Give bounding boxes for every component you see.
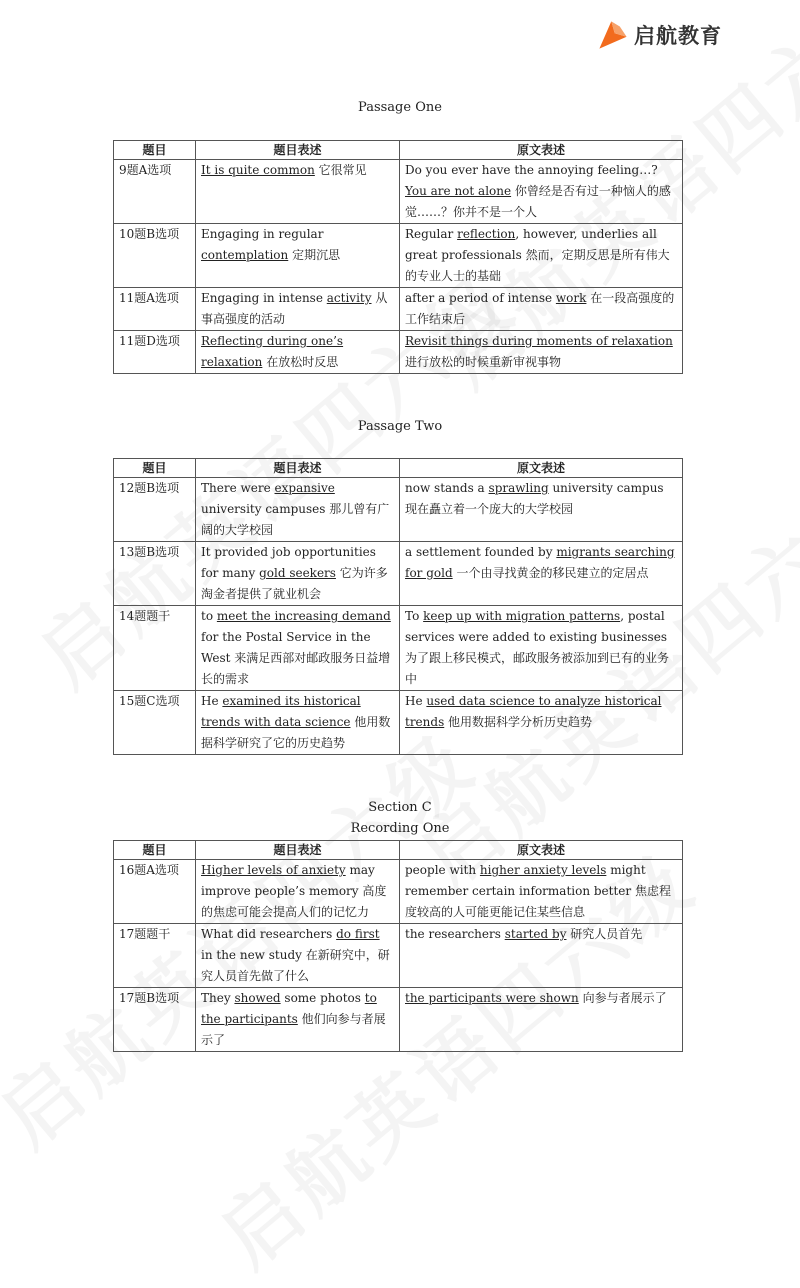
statement-cell xyxy=(196,924,400,988)
statement-cell xyxy=(196,224,400,288)
original-cell xyxy=(400,542,683,606)
original-cell xyxy=(400,988,683,1052)
table-row xyxy=(114,542,683,606)
passage-two-table xyxy=(113,458,683,755)
table-header-row xyxy=(114,841,683,860)
question-cell: 17题题干 xyxy=(114,924,196,988)
underlined-phrase: meet the increasing demand xyxy=(216,609,391,623)
brand-logo-icon xyxy=(596,18,630,52)
brand-logo xyxy=(596,18,722,52)
underlined-phrase: gold seekers xyxy=(259,566,336,580)
table-row xyxy=(114,331,683,374)
text-segment: for the Postal Service in the West 来满足西部对邮政服务日益增长的需求 xyxy=(201,630,391,686)
text-segment: To xyxy=(405,609,424,623)
text-segment: university campuses 那儿曾有广阔的大学校园 xyxy=(201,502,390,537)
statement-cell xyxy=(196,288,400,331)
section-title: Passage Two xyxy=(357,419,443,434)
statement-cell xyxy=(196,606,400,691)
text-segment: 他用数据科学研究了它的历史趋势 xyxy=(201,715,391,750)
brand-name: 启航教育 xyxy=(634,24,722,48)
statement-cell xyxy=(196,691,400,755)
text-segment: some photos xyxy=(280,991,365,1005)
question-cell: 11题D选项 xyxy=(114,331,196,374)
question-cell: 11题A选项 xyxy=(114,288,196,331)
header-question: 题目 xyxy=(114,459,196,478)
text-segment: Regular xyxy=(405,227,458,241)
underlined-phrase: started by xyxy=(504,927,567,941)
original-cell xyxy=(400,478,683,542)
text-segment: now stands a xyxy=(405,481,489,495)
text-segment: 一个由寻找黄金的移民建立的定居点 xyxy=(452,566,649,580)
text-segment: He xyxy=(201,694,223,708)
text-segment: Engaging in regular xyxy=(201,227,324,241)
section-c-table xyxy=(113,840,683,1052)
statement-cell xyxy=(196,331,400,374)
header-question: 题目 xyxy=(114,141,196,160)
original-cell xyxy=(400,691,683,755)
table-row xyxy=(114,478,683,542)
underlined-phrase: to the participants xyxy=(201,991,377,1026)
text-segment: 研究人员首先 xyxy=(566,927,643,941)
text-segment: 从事高强度的活动 xyxy=(201,291,388,326)
text-segment: in the new study 在新研究中，研究人员首先做了什么 xyxy=(201,948,390,983)
underlined-phrase: the participants were shown xyxy=(405,991,579,1005)
question-cell: 9题A选项 xyxy=(114,160,196,224)
underlined-phrase: reflection xyxy=(457,227,516,241)
header-statement: 题目表述 xyxy=(196,459,400,478)
underlined-phrase: do first xyxy=(336,927,380,941)
original-cell xyxy=(400,606,683,691)
original-cell xyxy=(400,160,683,224)
underlined-phrase: migrants searching for gold xyxy=(405,545,675,580)
table-header-row xyxy=(114,141,683,160)
table-row xyxy=(114,224,683,288)
table-row xyxy=(114,988,683,1052)
question-cell: 12题B选项 xyxy=(114,478,196,542)
text-segment: university campus 现在矗立着一个庞大的大学校园 xyxy=(405,481,664,516)
text-segment: 他们向参与者展示了 xyxy=(201,1012,386,1047)
question-cell: 10题B选项 xyxy=(114,224,196,288)
underlined-phrase: keep up with migration patterns xyxy=(423,609,621,623)
table-row xyxy=(114,160,683,224)
text-segment: There were xyxy=(201,481,275,495)
question-cell: 17题B选项 xyxy=(114,988,196,1052)
table-row xyxy=(114,691,683,755)
section-title: Section C xyxy=(368,800,432,815)
header-statement: 题目表述 xyxy=(196,841,400,860)
original-cell xyxy=(400,860,683,924)
underlined-phrase: sprawling xyxy=(488,481,549,495)
table-row xyxy=(114,606,683,691)
original-cell xyxy=(400,224,683,288)
header-statement: 题目表述 xyxy=(196,141,400,160)
underlined-phrase: activity xyxy=(326,291,372,305)
text-segment: He xyxy=(405,694,427,708)
underlined-phrase: work xyxy=(555,291,587,305)
text-segment: 他用数据科学分析历史趋势 xyxy=(444,715,593,729)
underlined-phrase: used data science to analyze historical trends xyxy=(405,694,662,729)
section-title: Passage One xyxy=(358,100,442,115)
text-segment: 它为许多淘金者提供了就业机会 xyxy=(201,566,388,601)
text-segment: 你曾经是否有过一种恼人的感觉……？你并不是一个人 xyxy=(405,184,671,219)
text-segment: 向参与者展示了 xyxy=(578,991,667,1005)
statement-cell xyxy=(196,988,400,1052)
table-row xyxy=(114,288,683,331)
underlined-phrase: showed xyxy=(234,991,281,1005)
text-segment: Engaging in intense xyxy=(201,291,327,305)
underlined-phrase: higher anxiety levels xyxy=(479,863,607,877)
text-segment: people with xyxy=(405,863,480,877)
table-row xyxy=(114,860,683,924)
text-segment: a settlement founded by xyxy=(405,545,557,559)
underlined-phrase: You are not alone xyxy=(405,184,512,198)
text-segment: the researchers xyxy=(405,927,505,941)
original-cell xyxy=(400,331,683,374)
statement-cell xyxy=(196,160,400,224)
header-original: 原文表述 xyxy=(400,841,683,860)
passage-one-table xyxy=(113,140,683,374)
header-original: 原文表述 xyxy=(400,459,683,478)
text-segment: They xyxy=(201,991,235,1005)
table-header-row xyxy=(114,459,683,478)
text-segment: to xyxy=(201,609,217,623)
question-cell: 14题题干 xyxy=(114,606,196,691)
text-segment: after a period of intense xyxy=(405,291,556,305)
text-segment: may improve people’s memory 高度的焦虑可能会提高人们的记忆力 xyxy=(201,863,387,919)
underlined-phrase: It is quite common xyxy=(201,163,315,177)
text-segment: 在放松时反思 xyxy=(262,355,339,369)
text-segment: , however, underlies all great professionals 然而，定期反思是所有伟大的专业人士的基础 xyxy=(405,227,670,283)
underlined-phrase: examined its historical trends with data science xyxy=(201,694,361,729)
text-segment: What did researchers xyxy=(201,927,337,941)
statement-cell xyxy=(196,478,400,542)
header-question: 题目 xyxy=(114,841,196,860)
header-original: 原文表述 xyxy=(400,141,683,160)
text-segment: Do you ever have the annoying feeling…? xyxy=(405,163,658,177)
text-segment: 它很常见 xyxy=(314,163,367,177)
text-segment: might remember certain information better 焦虑程度较高的人可能更能记住某些信息 xyxy=(405,863,671,919)
question-cell: 16题A选项 xyxy=(114,860,196,924)
section-subtitle: Recording One xyxy=(350,821,450,836)
underlined-phrase: contemplation xyxy=(201,248,289,262)
underlined-phrase: Reflecting during one’s relaxation xyxy=(201,334,344,369)
table-row xyxy=(114,924,683,988)
underlined-phrase: expansive xyxy=(274,481,335,495)
question-cell: 15题C选项 xyxy=(114,691,196,755)
statement-cell xyxy=(196,542,400,606)
original-cell xyxy=(400,924,683,988)
text-segment: 在一段高强度的工作结束后 xyxy=(405,291,675,326)
original-cell xyxy=(400,288,683,331)
text-segment: It provided job opportunities for many xyxy=(201,545,376,580)
text-segment: 进行放松的时候重新审视事物 xyxy=(405,355,562,369)
question-cell: 13题B选项 xyxy=(114,542,196,606)
underlined-phrase: Revisit things during moments of relaxation xyxy=(405,334,673,348)
underlined-phrase: Higher levels of anxiety xyxy=(201,863,346,877)
text-segment: , postal services were added to existing businesses 为了跟上移民模式，邮政服务被添加到已有的业务中 xyxy=(405,609,670,686)
statement-cell xyxy=(196,860,400,924)
text-segment: 定期沉思 xyxy=(288,248,341,262)
